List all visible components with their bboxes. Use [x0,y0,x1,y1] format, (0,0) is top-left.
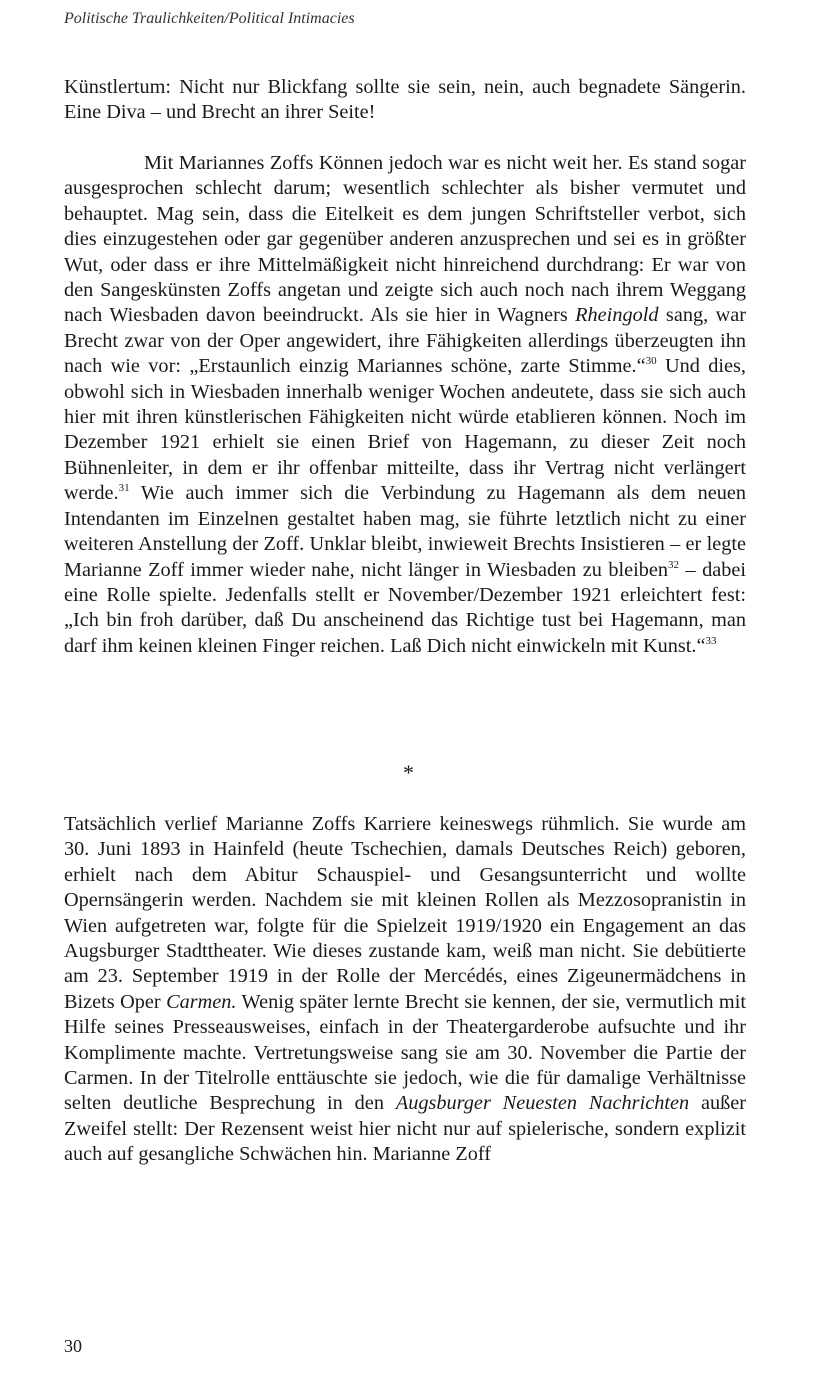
paragraph-3-text: außer Zweifel stellt: Der Rezensent weist hier nicht nur auf spielerische, sondern explizit auch auf gesangliche Schwächen hin. Marianne Zoff [64,1092,747,1166]
paragraph-2 [64,151,746,659]
footnote-ref: 30 [645,355,657,368]
paragraph-2-text: – dabei eine Rolle spielte. Jedenfalls stellt er November/Dezember 1921 erleichtert fest: „Ich bin froh darüber, daß Du anscheinend das Richtige tust bei Hagemann, man darf ihm keinen kleinen Finger reichen. Laß Dich nicht einwickeln mit Kunst.“ [64,558,746,657]
work-title-rheingold: Rheingold [575,304,659,327]
footnote-ref: 33 [705,634,717,647]
paragraph-3 [64,812,746,1168]
paragraph-2-text: Und dies, obwohl sich in Wiesbaden innerhalb weniger Wochen andeutete, dass sie sich auch hier mit ihren künstlerischen Fähigkeiten nicht würde etablieren können. Noch im Dezember 1921 erhielt sie einen Brief von Hagemann, zu dieser Zeit noch Bühnenleiter, in dem er ihr offenbar mitteilte, dass ihr Vertrag nicht verlängert werde. [64,355,746,505]
paragraph-1: Künstlertum: Nicht nur Blickfang sollte sie sein, nein, auch begnadete Sängerin. Eine Diva – und Brecht an ihrer Seite! [64,76,746,124]
running-header: Politische Traulichkeiten/Political Intimacies [64,10,355,27]
paragraph-2-text: Mit Mariannes Zoffs Können jedoch war es nicht weit her. Es stand sogar ausgesprochen schlecht darum; wesentlich schlechter als bisher vermutet und behauptet. Mag sein, dass die Eitelkeit es dem jungen Schriftsteller verbot, sich dies einzugestehen oder gar gegenüber anderen anzusprechen und sei es in größter Wut, oder dass er ihre Mittelmäßigkeit nicht hinreichend durchdrang: Er war von den Sangeskünsten Zoffs angetan und zeigte sich auch noch nach ihrem Weggang nach Wiesbaden davon beeindruckt. Als sie hier in Wagners [64,152,746,327]
page-number: 30 [64,1336,82,1356]
newspaper-title: Augsburger Neuesten Nachrichten [395,1092,690,1115]
footnote-ref: 32 [668,558,680,571]
footnote-ref: 31 [118,482,130,495]
work-title-carmen: Carmen. [166,990,237,1013]
paragraph-3-text: Tatsächlich verlief Marianne Zoffs Karriere keineswegs rühmlich. Sie wurde am 30. Juni 1893 in Hainfeld (heute Tschechien, damals Deutsches Reich) geboren, erhielt nach dem Abitur Schauspiel- und Gesangsunterricht und wollte Opernsängerin werden. Nachdem sie mit kleinen Rollen als Mezzosopranistin in Wien aufgetreten war, folgte für die Spielzeit 1919/1920 ein Engagement an das Augsburger Stadttheater. Wie dieses zustande kam, weiß man nicht. Sie debütierte am 23. September 1919 in der Rolle der Mercédés, eines Zigeunermädchens in Bizets Oper [64,813,746,1013]
paragraph-3-text: Wenig später lernte Brecht sie kennen, der sie, vermutlich mit Hilfe seines Presseausweises, einfach in der Theatergarderobe aufsuchte und ihr Komplimente machte. Vertretungsweise sang sie am 30. November die Partie der Carmen. In der Titelrolle enttäuschte sie jedoch, wie die für damalige Verhältnisse selten deutliche Besprechung in den [64,990,746,1115]
paragraph-2-text: sang, war Brecht zwar von der Oper angewidert, ihre Fähigkeiten allerdings überzeugten ihn nach wie vor: „Erstaunlich einzig Mariannes schöne, zarte Stimme.“ [64,304,746,378]
paragraph-2-text: Wie auch immer sich die Verbindung zu Hagemann als dem neuen Intendanten im Einzelnen gestaltet haben mag, sie führte letztlich nicht zu einer weiteren Anstellung der Zoff. Unklar bleibt, inwieweit Brechts Insistieren – er legte Marianne Zoff immer wieder nahe, nicht länger in Wiesbaden zu bleiben [64,482,746,581]
section-separator: * [403,760,414,785]
